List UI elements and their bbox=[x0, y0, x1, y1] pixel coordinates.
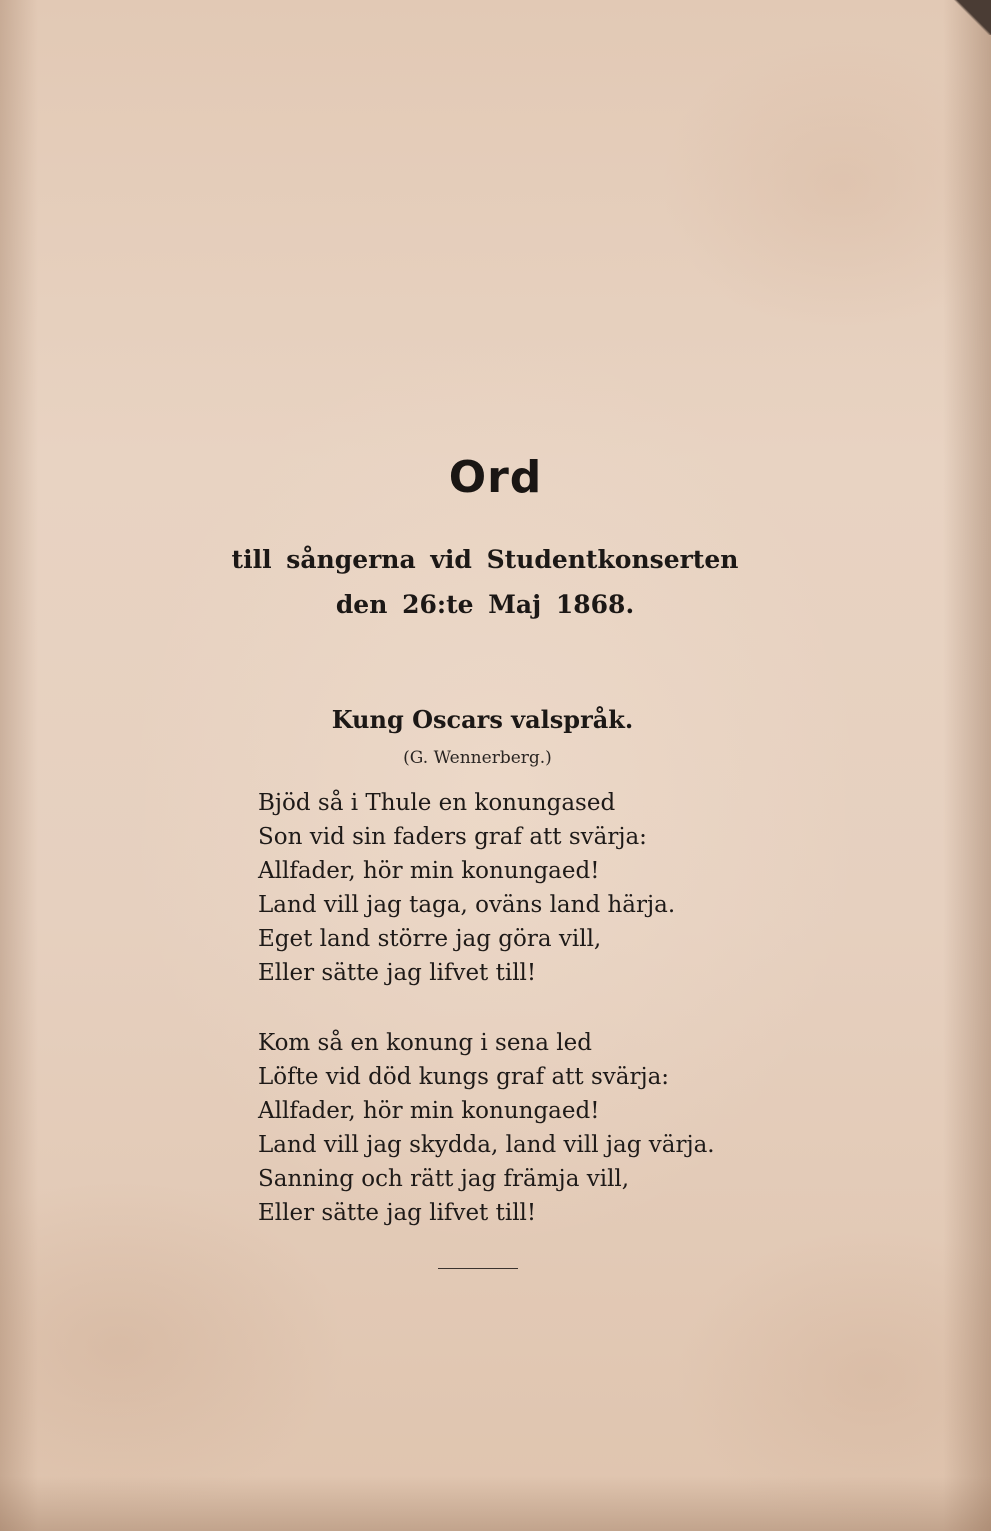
verse-line: Allfader, hör min konungaed! bbox=[258, 858, 600, 884]
verse-line: Allfader, hör min konungaed! bbox=[258, 1098, 600, 1124]
verse-line: Sanning och rätt jag främja vill, bbox=[258, 1166, 630, 1192]
verse-line: Son vid sin faders graf att svärja: bbox=[258, 824, 647, 850]
verse-line: Land vill jag skydda, land vill jag värja. bbox=[258, 1132, 715, 1158]
verse-line: Eget land större jag göra vill, bbox=[258, 926, 602, 952]
verse-line: Löfte vid död kungs graf att svärja: bbox=[258, 1064, 670, 1090]
verse-line: Bjöd så i Thule en konungased bbox=[258, 790, 616, 816]
subtitle-line-2: den 26:te Maj 1868. bbox=[335, 590, 635, 619]
song-title: Kung Oscars valspråk. bbox=[331, 705, 634, 734]
verse-line: Eller sätte jag lifvet till! bbox=[258, 960, 537, 986]
stanza-2 bbox=[258, 1026, 818, 1230]
composer-credit: (G. Wennerberg.) bbox=[403, 748, 552, 768]
paper-edge-shadow-bottom bbox=[0, 1476, 991, 1531]
torn-corner bbox=[951, 0, 991, 35]
end-rule-divider bbox=[438, 1268, 518, 1269]
verse-line: Kom så en konung i sena led bbox=[258, 1030, 592, 1056]
verse-line: Eller sätte jag lifvet till! bbox=[258, 1200, 537, 1226]
subtitle-line-1: till sångerna vid Studentkonserten bbox=[231, 545, 739, 574]
verse-line: Land vill jag taga, oväns land härja. bbox=[258, 892, 676, 918]
stanza-1 bbox=[258, 786, 818, 990]
document-title: Ord bbox=[448, 452, 543, 503]
